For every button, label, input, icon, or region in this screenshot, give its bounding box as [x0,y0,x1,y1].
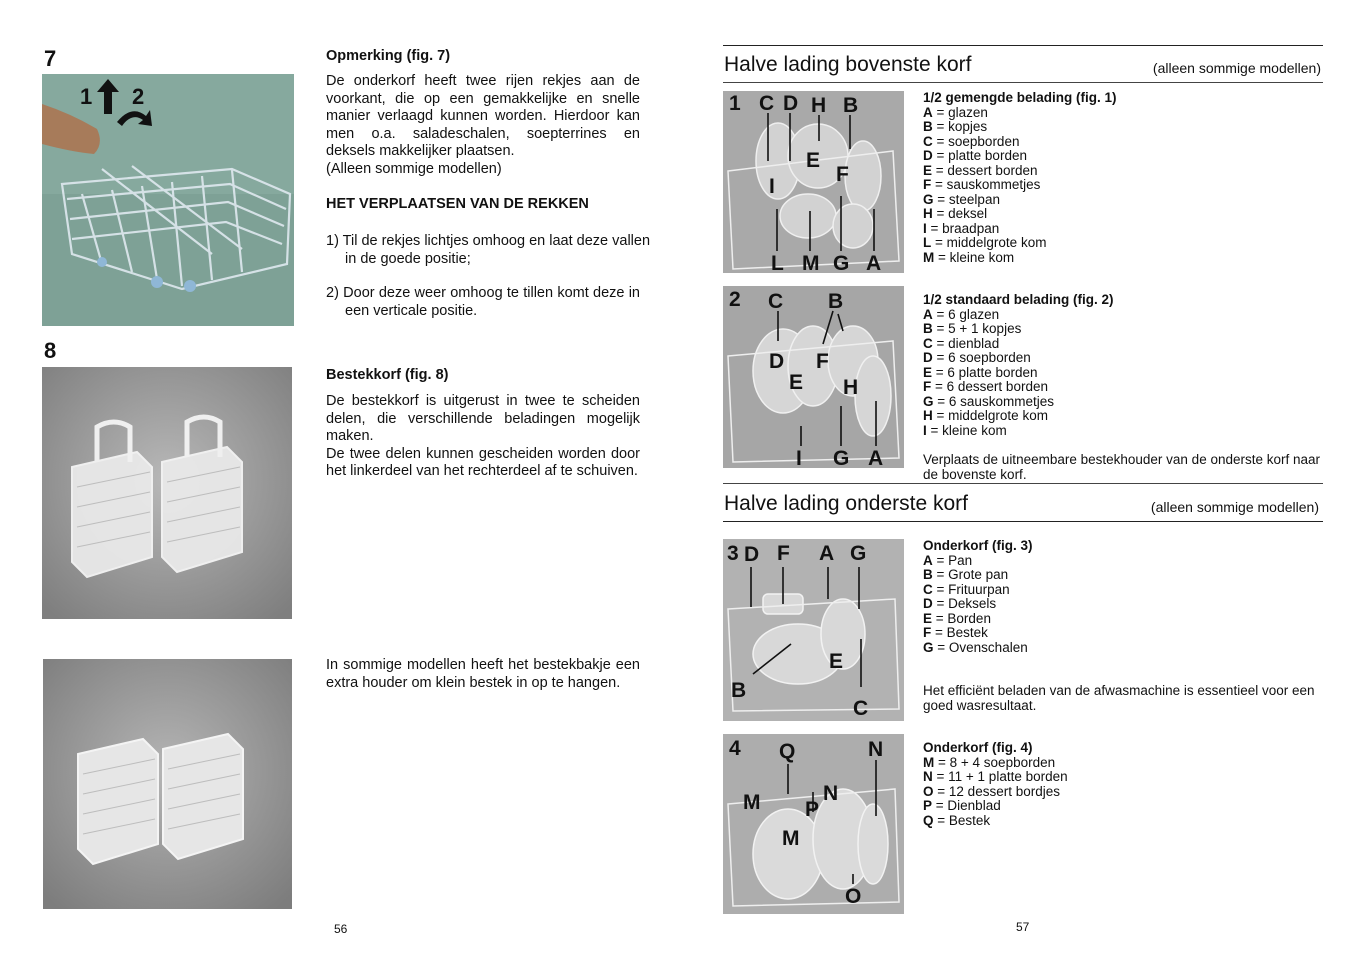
legend-value: = 5 + 1 kopjes [936,321,1022,336]
verplaatsen-step-1: 1) Til de rekjes lichtjes omhoog en laat deze vallen in de goede positie; [326,233,651,267]
figure-4-photo [723,734,904,914]
upper-section-top-rule [723,45,1323,46]
figure-1-label-i: I [769,175,775,198]
legend-row [923,568,1323,583]
legend-row [923,785,1323,800]
figure-7-arrow-1-label: 1 [80,84,93,109]
legend-row [923,814,1323,829]
figure-1-label-d: D [783,92,799,115]
legend-row [923,120,1323,135]
legend-value: = middelgrote kom [936,408,1048,423]
legend-value: = Bestek [937,812,991,828]
legend-value: = 6 platte borden [935,364,1038,380]
bestekkorf-body-1: De bestekkorf is uitgerust in twee te scheiden delen, die verschillende beladingen mogelijk maken. [326,393,640,444]
legend-value: = Grote pan [936,567,1009,582]
legend-row [923,380,1323,395]
legend-row [923,799,1323,814]
legend-key: G [923,191,934,207]
legend-key: G [923,639,934,655]
figure-4-label-o: O [845,885,862,908]
legend-key: B [923,119,933,134]
legend-row [923,756,1323,771]
figure-3-legend [923,539,1323,655]
legend-row [923,351,1323,366]
legend-row [923,597,1323,612]
legend-value: = glazen [936,104,988,120]
legend-value: = 6 glazen [936,306,1000,322]
figure-7-number: 7 [44,46,57,71]
legend-key: D [923,148,933,163]
legend-row [923,337,1323,352]
figure-4-label-p: P [805,798,820,821]
legend-row [923,641,1323,656]
legend-row [923,308,1323,323]
legend-value: = middelgrote kom [935,235,1047,250]
figure-1-legend [923,91,1323,265]
legend-key: C [923,133,933,149]
legend-row [923,583,1323,598]
figure-1-label-a: A [866,252,882,273]
legend-value: = 6 dessert borden [935,379,1048,394]
opmerking-note: (Alleen sommige modellen) [326,160,502,177]
legend-key: F [923,177,932,192]
legend-value: = steelpan [937,191,1000,207]
figure-1-label-l: L [771,252,784,273]
legend-value: = dessert borden [935,162,1038,178]
figure-3-label-f: F [777,542,790,565]
legend-row [923,236,1323,251]
legend-value: = deksel [936,206,988,221]
figure-3-label-a: A [819,542,835,565]
legend-key: G [923,393,934,409]
legend-key: E [923,364,933,380]
figure-1-photo [723,91,904,273]
lower-section-bottom-rule [723,521,1323,522]
figure-2-footnote: Verplaats de uitneembare bestekhouder van de onderste korf naar de bovenste korf. [923,452,1321,482]
figure-4-label-n-top: N [868,738,884,761]
figure-1-label-c: C [759,92,775,115]
legend-value: = dienblad [936,335,1000,351]
legend-value: = kopjes [936,119,988,134]
legend-value: = 6 sauskommetjes [937,393,1054,409]
legend-row [923,178,1323,193]
figure-2-legend [923,293,1323,438]
lower-section-note: (alleen sommige modellen) [1150,499,1319,515]
legend-value: = 11 + 1 platte borden [936,769,1068,784]
legend-key: A [923,552,933,568]
opmerking-title: Opmerking (fig. 7) [326,48,451,64]
legend-value: = platte borden [936,148,1027,163]
legend-value: = soepborden [936,133,1020,149]
lower-section-top-rule [723,483,1323,484]
figure-2-label-b: B [828,290,844,313]
legend-row [923,106,1323,121]
figure-2-number: 2 [729,288,741,311]
legend-row [923,222,1323,237]
legend-key: F [923,625,932,640]
legend-value: = Pan [936,552,973,568]
legend-value: = braadpan [930,220,1000,236]
legend-key: C [923,335,933,351]
figure-4-label-n-mid: N [823,782,839,805]
upper-section-bottom-rule [723,82,1323,83]
figure-1-number: 1 [729,92,741,115]
figure-3-label-g: G [850,542,867,565]
figure-2-label-h: H [843,376,859,399]
figure-2-label-g: G [833,447,850,468]
legend-value: = Ovenschalen [937,639,1028,655]
opmerking-body: De onderkorf heeft twee rijen rekjes aan de voorkant, die op een gemakkelijke en snelle manier verlaagd kunnen worden. Hierdoor kan men o.a. saladeschalen, soepterrines en deksels makkelijker plaatsen. [326,73,640,159]
figure-3-label-e: E [829,650,844,673]
legend-row [923,207,1323,222]
legend-key: E [923,610,933,626]
figure-3-photo [723,539,904,721]
figure-7-arrow-2-label: 2 [132,84,145,109]
legend-key: M [923,754,935,770]
legend-value: = Frituurpan [936,581,1010,597]
legend-key: B [923,567,933,582]
figure-3-number: 3 [727,542,739,565]
legend-value: = Bestek [935,625,988,640]
upper-section-note: (alleen sommige modellen) [1152,60,1321,76]
figure-3-label-b: B [731,679,747,702]
legend-value: = kleine kom [938,249,1015,265]
figure-2-label-a: A [868,447,884,468]
figure-4-legend [923,741,1323,828]
legend-value: = 6 soepborden [936,350,1031,365]
figure-2-label-d: D [769,350,785,373]
figure-2-label-i: I [796,447,802,468]
legend-row [923,135,1323,150]
legend-key: O [923,783,934,799]
upper-section-title: Halve lading bovenste korf [724,53,972,76]
figure-3-label-d: D [744,543,760,566]
lower-section-title: Halve lading onderste korf [724,492,968,515]
legend-key: Q [923,812,934,828]
legend-key: H [923,206,933,221]
figure-1-label-e: E [806,149,821,172]
legend-value: = 12 dessert bordjes [937,783,1060,799]
bestekkorf-body-2: De twee delen kunnen gescheiden worden door het linkerdeel van het rechterdeel af te schuiven. [326,445,640,479]
legend-row [923,554,1323,569]
figure-4-label-q: Q [779,740,796,763]
verplaatsen-title: HET VERPLAATSEN VAN DE REKKEN [326,196,589,212]
legend-row [923,322,1323,337]
page-number-left: 56 [334,922,348,936]
cutlery-holder-photo [43,659,292,909]
legend-key: F [923,379,932,394]
legend-row [923,251,1323,266]
figure-2-photo [723,286,904,468]
figure-1-label-m: M [802,252,820,273]
legend-value: = 8 + 4 soepborden [938,754,1056,770]
legend-key: I [923,422,927,438]
figure-3-footnote: Het efficiënt beladen van de afwasmachine is essentieel voor een goed wasresultaat. [923,683,1315,713]
page-number-right: 57 [1016,920,1030,934]
figure-1-label-b: B [843,94,859,117]
figure-7-photo [42,74,294,326]
figure-4-label-m-mid: M [782,827,800,850]
bestekkorf-title: Bestekkorf (fig. 8) [326,367,449,383]
legend-value: = Borden [935,610,991,626]
figure-8-number: 8 [44,338,57,363]
figure-8-photo [42,367,292,619]
legend-value: = Deksels [936,596,997,611]
legend-key: A [923,104,933,120]
verplaatsen-step-2: 2) Door deze weer omhoog te tillen komt deze in een verticale positie. [326,285,640,319]
figure-1-label-f: F [836,163,849,186]
legend-row [923,395,1323,410]
legend-value: = sauskommetjes [935,177,1041,192]
legend-value: = Dienblad [935,798,1001,813]
legend-key: M [923,249,935,265]
figure-2-label-c: C [768,290,784,313]
legend-key: B [923,321,933,336]
legend-row [923,626,1323,641]
figure-1-label-g: G [833,252,850,273]
legend-key: D [923,350,933,365]
figure-4-label-m-left: M [743,791,761,814]
figure-4-legend-title: Onderkorf (fig. 4) [923,740,1033,755]
figure-3-label-c: C [853,697,869,720]
legend-key: N [923,769,933,784]
legend-key: A [923,306,933,322]
legend-key: L [923,235,932,250]
figure-2-legend-title: 1/2 standaard belading (fig. 2) [923,292,1114,307]
legend-row [923,193,1323,208]
legend-value: = kleine kom [930,422,1007,438]
legend-key: D [923,596,933,611]
legend-row [923,164,1323,179]
legend-key: H [923,408,933,423]
legend-key: I [923,220,927,236]
bestekkorf-text [326,393,640,481]
figure-1-legend-title: 1/2 gemengde belading (fig. 1) [923,90,1117,105]
legend-row [923,612,1323,627]
legend-row [923,770,1323,785]
opmerking-text [326,73,640,178]
legend-row [923,366,1323,381]
legend-key: E [923,162,933,178]
extra-holder-text: In sommige modellen heeft het bestekbakje een extra houder om klein bestek in op te hangen. [326,657,640,691]
figure-1-label-h: H [811,94,827,117]
figure-3-legend-title: Onderkorf (fig. 3) [923,538,1033,553]
legend-key: P [923,798,933,813]
legend-row [923,409,1323,424]
legend-row [923,424,1323,439]
legend-row [923,149,1323,164]
figure-2-label-f: F [816,350,829,373]
figure-2-label-e: E [789,371,804,394]
figure-4-number: 4 [729,737,741,760]
legend-key: C [923,581,933,597]
